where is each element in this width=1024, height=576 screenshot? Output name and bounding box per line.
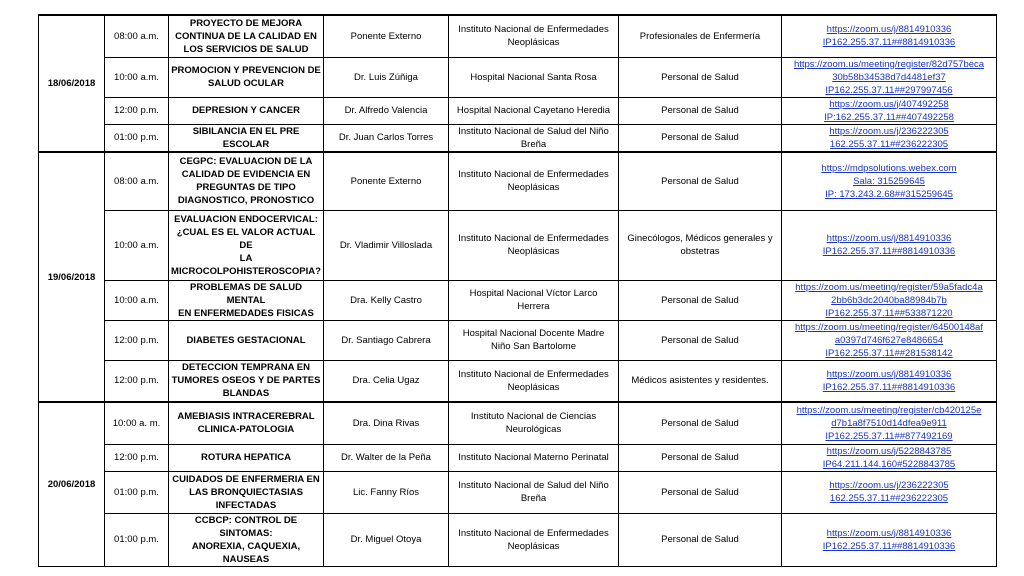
audience-line: Personal de Salud (661, 534, 739, 545)
institution-cell (449, 15, 619, 57)
link-cell (782, 444, 997, 471)
institution-line: Breña (520, 493, 547, 504)
audience-cell (619, 210, 782, 280)
institution-line: Instituto Nacional de Ciencias (470, 411, 597, 423)
institution-line: Instituto Nacional de Salud del Niño (458, 480, 609, 491)
institution-line: Instituto Nacional de Enfermedades (458, 368, 609, 380)
meeting-link[interactable]: https://zoom.us/j/8814910336 (826, 368, 952, 380)
link-cell (782, 513, 997, 566)
time-cell: 10:00 a.m. (105, 210, 169, 280)
speaker-cell: Ponente Externo (324, 152, 449, 210)
audience-line: Personal de Salud (661, 452, 739, 463)
topic-line: CEGPC: EVALUACION DE LA (179, 156, 313, 168)
time-cell: 08:00 a.m. (105, 15, 169, 57)
topic-line: MICROCOLPOHISTEROSCOPIA? (171, 265, 321, 277)
topic-line: DIAGNOSTICO, PRONOSTICO (177, 195, 315, 207)
audience-line: Personal de Salud (661, 334, 739, 346)
link-cell (782, 152, 997, 210)
time-cell: 12:00 p.m. (105, 320, 169, 360)
audience-line: Médicos asistentes y residentes. (631, 375, 769, 387)
meeting-link[interactable]: IP:162.255.37.11##407492258 (824, 111, 954, 123)
topic-cell (169, 471, 324, 513)
topic-cell (169, 402, 324, 444)
audience-cell (619, 57, 782, 97)
table-row (39, 280, 997, 320)
table-row (39, 57, 997, 97)
institution-cell (449, 513, 619, 566)
topic-line: DETECCION TEMPRANA EN (182, 362, 310, 374)
audience-line: Personal de Salud (661, 105, 739, 116)
meeting-link[interactable]: https://zoom.us/j/236222305 (829, 125, 949, 137)
topic-cell (169, 513, 324, 566)
topic-cell (169, 124, 324, 152)
table-row (39, 402, 997, 444)
table-row (39, 152, 997, 210)
schedule-body (39, 15, 997, 566)
topic-line: CALIDAD DE EVIDENCIA EN (181, 169, 311, 181)
speaker-cell: Dra. Dina Rivas (324, 402, 449, 444)
institution-line: Neoplásicas (507, 381, 560, 393)
time-cell: 10:00 a. m. (105, 402, 169, 444)
institution-cell (449, 57, 619, 97)
table-row (39, 97, 997, 124)
date-cell: 20/06/2018 (39, 402, 105, 566)
institution-cell (449, 210, 619, 280)
topic-line: CONTINUA DE LA CALIDAD EN (175, 30, 317, 42)
time-cell: 12:00 p.m. (105, 444, 169, 471)
audience-cell (619, 320, 782, 360)
meeting-link[interactable]: https://zoom.us/meeting/register/59a5fadc4a (795, 281, 983, 293)
link-cell (782, 360, 997, 402)
time-cell: 10:00 a.m. (105, 57, 169, 97)
institution-line: Niño San Bartolome (490, 341, 577, 352)
table-row (39, 15, 997, 57)
institution-line: Instituto Nacional de Enfermedades (458, 169, 609, 181)
audience-line: obstetras (680, 246, 720, 257)
meeting-link[interactable]: IP162.255.37.11##8814910336 (822, 246, 956, 257)
topic-line: ¿CUAL ES EL VALOR ACTUAL DE (176, 226, 316, 251)
audience-line: Personal de Salud (661, 175, 739, 187)
meeting-link[interactable]: https://zoom.us/j/8814910336 (826, 24, 952, 36)
institution-line: Neoplásicas (507, 37, 560, 49)
speaker-cell: Dra. Celia Ugaz (324, 360, 449, 402)
audience-cell (619, 402, 782, 444)
topic-line: LAS BRONQUIECTASIAS (189, 486, 303, 498)
institution-line: Breña (520, 138, 547, 150)
meeting-link[interactable]: IP: 173.243.2.68##315259645 (825, 188, 953, 200)
meeting-link[interactable]: https://zoom.us/j/8814910336 (826, 527, 952, 539)
institution-cell (449, 360, 619, 402)
time-cell: 12:00 p.m. (105, 97, 169, 124)
time-cell: 01:00 p.m. (105, 124, 169, 152)
institution-line: Hospital Nacional Santa Rosa (470, 71, 597, 83)
speaker-cell: Dr. Miguel Otoya (324, 513, 449, 566)
institution-line: Neurológicas (505, 424, 562, 436)
audience-line: Personal de Salud (661, 417, 739, 429)
table-row (39, 471, 997, 513)
table-row (39, 513, 997, 566)
topic-line: INFECTADAS (215, 499, 277, 511)
audience-cell (619, 513, 782, 566)
meeting-link[interactable]: IP64.211.144.160#5228843785 (822, 458, 956, 470)
topic-line: PREGUNTAS DE TIPO (196, 182, 296, 194)
institution-line: Instituto Nacional de Enfermedades (458, 527, 609, 539)
audience-cell (619, 360, 782, 402)
topic-line: CCBCP: CONTROL DE SINTOMAS: (194, 514, 298, 539)
audience-line: Ginecólogos, Médicos generales y (627, 233, 773, 244)
speaker-cell: Dr. Juan Carlos Torres (324, 124, 449, 152)
meeting-link[interactable]: 162.255.37.11##236222305 (829, 493, 949, 504)
topic-cell (169, 444, 324, 471)
institution-cell (449, 97, 619, 124)
topic-line: ANOREXIA, CAQUEXIA, NAUSEAS (191, 540, 301, 565)
link-cell (782, 57, 997, 97)
meeting-link[interactable]: IP162.255.37.11##533871220 (825, 307, 953, 319)
topic-line: PROMOCION Y PREVENCION DE (171, 65, 321, 76)
topic-cell (169, 152, 324, 210)
table-row (39, 320, 997, 360)
time-cell: 01:00 p.m. (105, 513, 169, 566)
institution-line: Hospital Nacional Docente Madre (462, 328, 605, 339)
institution-cell (449, 402, 619, 444)
topic-line: CUIDADOS DE ENFERMERIA EN (172, 473, 320, 485)
audience-cell (619, 15, 782, 57)
meeting-link[interactable]: IP162.255.37.11##297997456 (825, 84, 953, 96)
meeting-link[interactable]: IP162.255.37.11##281538142 (825, 347, 953, 359)
topic-line: TUMORES OSEOS Y DE PARTES (171, 375, 321, 387)
audience-line: Personal de Salud (661, 71, 739, 83)
topic-line: DIABETES GESTACIONAL (186, 334, 306, 346)
institution-line: Hospital Nacional Cayetano Heredia (456, 105, 611, 116)
institution-cell (449, 471, 619, 513)
institution-line: Instituto Nacional de Enfermedades (458, 24, 609, 36)
audience-line: Personal de Salud (661, 294, 739, 306)
meeting-link[interactable]: https://zoom.us/j/8814910336 (826, 233, 952, 244)
institution-cell (449, 152, 619, 210)
topic-line: EVALUACION ENDOCERVICAL: (174, 213, 318, 225)
link-cell (782, 471, 997, 513)
speaker-cell: Dr. Alfredo Valencia (324, 97, 449, 124)
topic-line: ROTURA HEPATICA (200, 452, 292, 463)
meeting-link[interactable]: 30b58b34538d7d4481ef37 (832, 71, 946, 83)
institution-line: Instituto Nacional de Salud del Niño (458, 125, 609, 137)
institution-line: Neoplásicas (507, 182, 560, 194)
institution-cell (449, 124, 619, 152)
audience-cell (619, 97, 782, 124)
time-cell: 08:00 a.m. (105, 152, 169, 210)
audience-cell (619, 444, 782, 471)
topic-cell (169, 97, 324, 124)
institution-cell (449, 280, 619, 320)
topic-line: CLINICA-PATOLOGIA (197, 424, 295, 436)
link-cell (782, 124, 997, 152)
institution-line: Neoplásicas (507, 246, 560, 257)
table-row (39, 360, 997, 402)
meeting-link[interactable]: IP162.255.37.11##877492169 (825, 430, 953, 442)
topic-cell (169, 360, 324, 402)
audience-cell (619, 280, 782, 320)
table-row (39, 444, 997, 471)
meeting-link[interactable]: https://zoom.us/j/236222305 (829, 480, 949, 491)
link-cell (782, 320, 997, 360)
institution-line: Neoplásicas (507, 540, 560, 552)
date-cell: 18/06/2018 (39, 15, 105, 152)
meeting-link[interactable]: d7b1a8f7510d14dfea9e911 (831, 417, 947, 429)
topic-cell (169, 320, 324, 360)
audience-line: Profesionales de Enfermería (639, 30, 761, 42)
audience-cell (619, 152, 782, 210)
meeting-link[interactable]: IP162.255.37.11##8814910336 (822, 540, 956, 552)
speaker-cell: Lic. Fanny Ríos (324, 471, 449, 513)
meeting-link[interactable]: https://zoom.us/j/5228843785 (826, 445, 952, 457)
institution-cell (449, 320, 619, 360)
topic-line: BLANDAS (222, 388, 270, 400)
date-cell: 19/06/2018 (39, 152, 105, 402)
institution-cell (449, 444, 619, 471)
topic-line: SALUD OCULAR (208, 78, 284, 89)
topic-line: DEPRESION Y CANCER (192, 105, 300, 116)
schedule-table (38, 14, 997, 567)
meeting-link[interactable]: https://zoom.us/meeting/register/64500148af (794, 321, 983, 333)
link-cell (782, 210, 997, 280)
audience-line: Personal de Salud (661, 486, 739, 498)
meeting-link[interactable]: 2bb6b3dc2040ba88984b7b (831, 294, 947, 306)
institution-line: Instituto Nacional de Enfermedades (458, 233, 609, 244)
speaker-cell: Dr. Walter de la Peña (324, 444, 449, 471)
table-row (39, 124, 997, 152)
meeting-link[interactable]: IP162.255.37.11##8814910336 (822, 37, 956, 49)
speaker-cell: Dr. Santiago Cabrera (324, 320, 449, 360)
topic-line: PROBLEMAS DE SALUD MENTAL (190, 281, 302, 306)
link-cell (782, 15, 997, 57)
topic-line: PROYECTO DE MEJORA (189, 17, 303, 29)
topic-line: EN ENFERMEDADES FISICAS (178, 307, 314, 319)
speaker-cell: Dr. Luis Zúñiga (324, 57, 449, 97)
meeting-link[interactable]: https://mdpsolutions.webex.com (821, 162, 957, 174)
meeting-link[interactable]: a0397d746f627e8486654 (834, 334, 944, 346)
meeting-link[interactable]: https://zoom.us/j/407492258 (829, 98, 949, 110)
topic-cell (169, 280, 324, 320)
institution-line: Herrera (517, 301, 550, 312)
topic-cell (169, 15, 324, 57)
link-cell (782, 402, 997, 444)
audience-cell (619, 124, 782, 152)
link-cell (782, 97, 997, 124)
speaker-cell: Dr. Vladimir Villoslada (324, 210, 449, 280)
meeting-link[interactable]: IP162.255.37.11##8814910336 (822, 381, 956, 393)
meeting-link[interactable]: https://zoom.us/meeting/register/cb420125e (796, 404, 982, 416)
topic-line: AMEBIASIS INTRACEREBRAL (177, 411, 315, 423)
meeting-link[interactable]: Sala: 315259645 (853, 175, 925, 187)
time-cell: 10:00 a.m. (105, 280, 169, 320)
link-cell (782, 280, 997, 320)
topic-line: LA (239, 252, 253, 264)
audience-cell (619, 471, 782, 513)
institution-line: Hospital Nacional Víctor Larco (469, 288, 598, 299)
topic-line: SIBILANCIA EN EL PRE ESCOLAR (192, 125, 300, 150)
speaker-cell: Dra. Kelly Castro (324, 280, 449, 320)
speaker-cell: Ponente Externo (324, 15, 449, 57)
topic-line: LOS SERVICIOS DE SALUD (183, 43, 309, 55)
meeting-link[interactable]: 162.255.37.11##236222305 (829, 138, 949, 150)
institution-line: Instituto Nacional Materno Perinatal (458, 452, 609, 463)
table-row (39, 210, 997, 280)
audience-line: Personal de Salud (661, 132, 739, 144)
time-cell: 12:00 p.m. (105, 360, 169, 402)
topic-cell (169, 210, 324, 280)
meeting-link[interactable]: https://zoom.us/meeting/register/82d757beca (793, 58, 985, 70)
topic-cell (169, 57, 324, 97)
time-cell: 01:00 p.m. (105, 471, 169, 513)
